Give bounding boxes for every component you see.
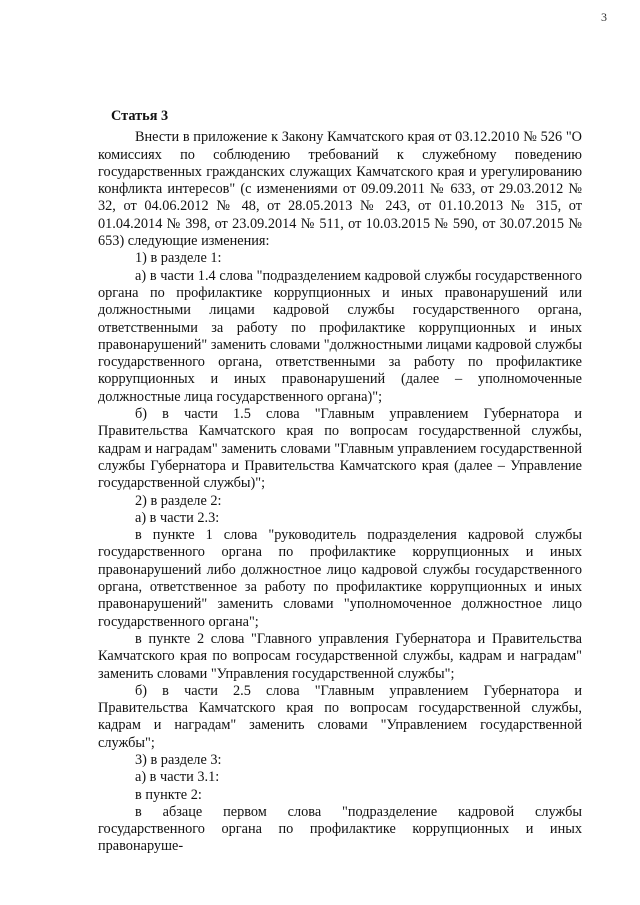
paragraph-section-3: 3) в разделе 3:	[135, 751, 222, 768]
paragraph-3-a-2: в пункте 2:	[135, 786, 202, 803]
paragraph-1-b: б) в части 1.5 слова "Главным управлением Губернатора и Правительства Камчатского края по вопросам государственной службы, кадрам и наградам" заменить словами "Главным управлением государственной службы Губернатора и Правительства Камчатского края (далее – Управление государственной службы)";	[98, 406, 582, 492]
paragraph-2-a-2: в пункте 2 слова "Главного управления Губернатора и Правительства Камчатского края по вопросам государственной службы, кадрам и наградам" заменить словами "Управления государственной службы";	[98, 630, 582, 682]
paragraph-section-2: 2) в разделе 2:	[135, 492, 222, 509]
paragraph-1-a: а) в части 1.4 слова "подразделением кадровой службы государственного органа по профилактике коррупционных и иных правонарушений или должностными лицами кадровой службы государственного органа, ответственными за работу по профилактике коррупционных и иных правонарушений" заменить словами "должностными лицами кадровой службы государственного органа, ответственными за работу по профилактике коррупционных и иных правонарушений (далее – уполномоченные должностные лица государственного органа)";	[98, 267, 582, 405]
paragraph-2-a: а) в части 2.3:	[135, 509, 220, 526]
paragraph-section-1: 1) в разделе 1:	[135, 250, 222, 267]
paragraph-intro: Внести в приложение к Закону Камчатского края от 03.12.2010 № 526 "О комиссиях по соблюдению требований к служебному поведению государственных гражданских служащих Камчатского края и урегулированию конфликта интересов" (с изменениями от 09.09.2011 № 633, от 29.03.2012 № 32, от 04.06.2012 № 48, от 28.05.2013 № 243, от 01.10.2013 № 315, от 01.04.2014 № 398, от 23.09.2014 № 511, от 10.03.2015 № 590, от 30.07.2015 № 653) следующие изменения:	[98, 129, 582, 250]
document-body	[98, 108, 582, 856]
article-title: Статья 3	[111, 108, 169, 124]
paragraph-2-b: б) в части 2.5 слова "Главным управлением Губернатора и Правительства Камчатского края по вопросам государственной службы, кадрам и наградам" заменить словами "Управлением государственной службы";	[98, 682, 582, 751]
paragraph-2-a-1: в пункте 1 слова "руководитель подразделения кадровой службы государственного органа по профилактике коррупционных и иных правонарушений либо должностное лицо кадровой службы государственного органа, ответственное за работу по профилактике коррупционных и иных правонарушений" заменить словами "уполномоченное должностное лицо государственного органа";	[98, 527, 582, 630]
paragraph-3-a: а) в части 3.1:	[135, 769, 220, 786]
page-number: 3	[601, 10, 607, 24]
paragraph-3-a-2-first: в абзаце первом слова "подразделение кадровой службы государственного органа по профилактике коррупционных и иных правонаруше-	[98, 803, 582, 855]
